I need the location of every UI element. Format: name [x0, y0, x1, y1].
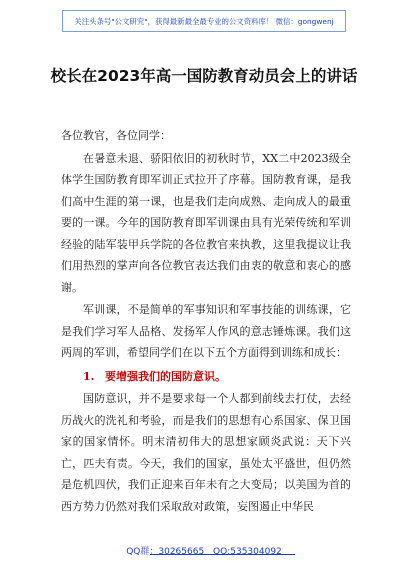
paragraph: 国防意识，并不是要求每一个人都到前线去打仗，去经历战火的洗礼和考验，而是我们的思想有心系国家、保卫国家的国家情怀。明末清初伟大的思想家顾炎武说：天下兴亡，匹夫有责。今天，我们的国家，虽处太平盛世，但仍然是危机四伏，我们正迎来百年未有之大变局；以美国为首的西方势力仍然对我们采取敌对政策，妄图遏止中华民 — [61, 392, 351, 513]
promo-banner: 关注头条号"公文研究"，获得最新最全最专业的公文资料库！ 微信：gongwenj — [62, 10, 346, 32]
section-heading — [61, 366, 351, 388]
greeting: 各位教官，各位同学： — [61, 129, 171, 142]
document-body — [61, 125, 351, 517]
document-title: 校长在2023年高一国防教育动员会上的讲话 — [50, 67, 358, 85]
footer-contact: QQ群：30265665 QQ:535304092 — [126, 547, 282, 557]
section-heading-text: 要增强我们的国防意识。 — [105, 369, 226, 383]
paragraph: 在暑意未退、骄阳依旧的初秋时节，XX二中2023级全体学生国防教育即军训正式拉开了序幕。国防教育课，是我们高中生涯的第一课，也是我们走向成熟、走向成人的最重要的一课。今年的国防教育即军训课由具有光荣传统和军训经验的陆军装甲兵学院的各位教官来执教，这里我提议让我们用热烈的掌声向各位教官表达我们由衷的敬意和衷心的感谢。 — [61, 151, 351, 294]
paragraph: 军训课，不是简单的军事知识和军事技能的训练课，它是我们学习军人品格、发扬军人作风的意志锤炼课。我们这两周的军训，希望同学们在以下五个方面得到训练和成长： — [61, 303, 351, 359]
section-number: 1. — [83, 369, 95, 383]
footer-underline — [150, 554, 295, 555]
